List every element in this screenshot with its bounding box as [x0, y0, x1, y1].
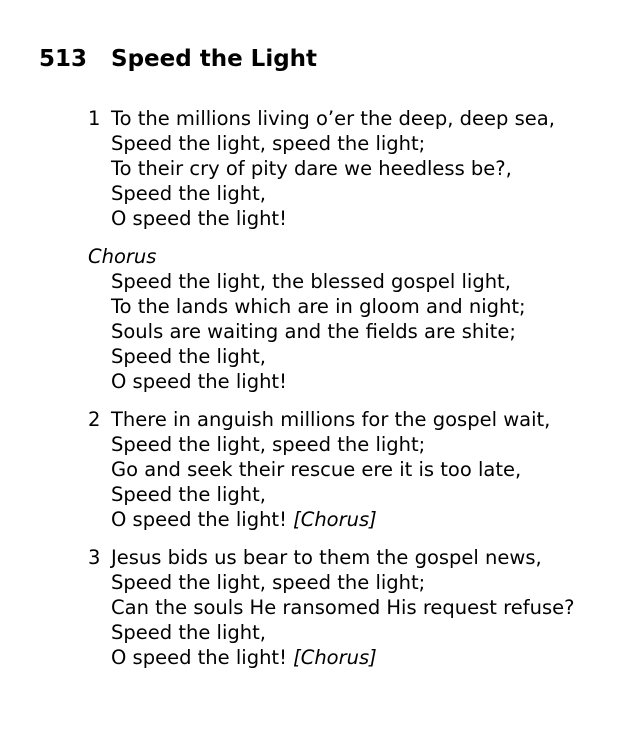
lyric-line: Can the souls He ransomed His request refuse?	[111, 596, 575, 619]
lyric-line-text: O speed the light!	[111, 646, 287, 669]
hymn-header	[39, 44, 317, 74]
stanza-3	[88, 545, 608, 670]
chorus	[88, 244, 608, 394]
lyric-line: Speed the light,	[111, 621, 266, 644]
hymn-number: 513	[39, 46, 88, 72]
chorus-line: Souls are waiting and the fields are shite;	[111, 320, 516, 343]
lyric-line: O speed the light!	[111, 207, 287, 230]
chorus-label: Chorus	[88, 245, 157, 268]
chorus-reference: [Chorus]	[293, 508, 377, 531]
lyric-line: There in anguish millions for the gospel wait,	[111, 408, 551, 431]
lyric-line: Speed the light,	[111, 483, 266, 506]
stanza-number: 1	[88, 107, 101, 130]
lyric-line: To their cry of pity dare we heedless be?,	[111, 157, 512, 180]
lyric-line: Speed the light,	[111, 182, 266, 205]
chorus-line: Speed the light, the blessed gospel light,	[111, 270, 511, 293]
chorus-line: To the lands which are in gloom and night;	[111, 295, 526, 318]
hymn-title: Speed the Light	[111, 46, 318, 72]
stanza-2	[88, 407, 608, 532]
chorus-reference: [Chorus]	[293, 646, 377, 669]
lyrics	[88, 106, 608, 670]
chorus-line: Speed the light,	[111, 345, 266, 368]
lyric-line: Jesus bids us bear to them the gospel news,	[111, 546, 542, 569]
lyric-line: To the millions living o’er the deep, deep sea,	[111, 107, 555, 130]
stanza-1	[88, 106, 608, 231]
stanza-number: 3	[88, 546, 101, 569]
lyric-line: Speed the light, speed the light;	[111, 433, 426, 456]
lyric-line: Go and seek their rescue ere it is too late,	[111, 458, 522, 481]
lyric-line	[111, 507, 608, 532]
lyric-line: Speed the light, speed the light;	[111, 132, 426, 155]
stanza-number: 2	[88, 408, 101, 431]
chorus-line: O speed the light!	[111, 370, 287, 393]
lyric-line: Speed the light, speed the light;	[111, 571, 426, 594]
lyric-line-text: O speed the light!	[111, 508, 287, 531]
lyric-line	[111, 645, 608, 670]
